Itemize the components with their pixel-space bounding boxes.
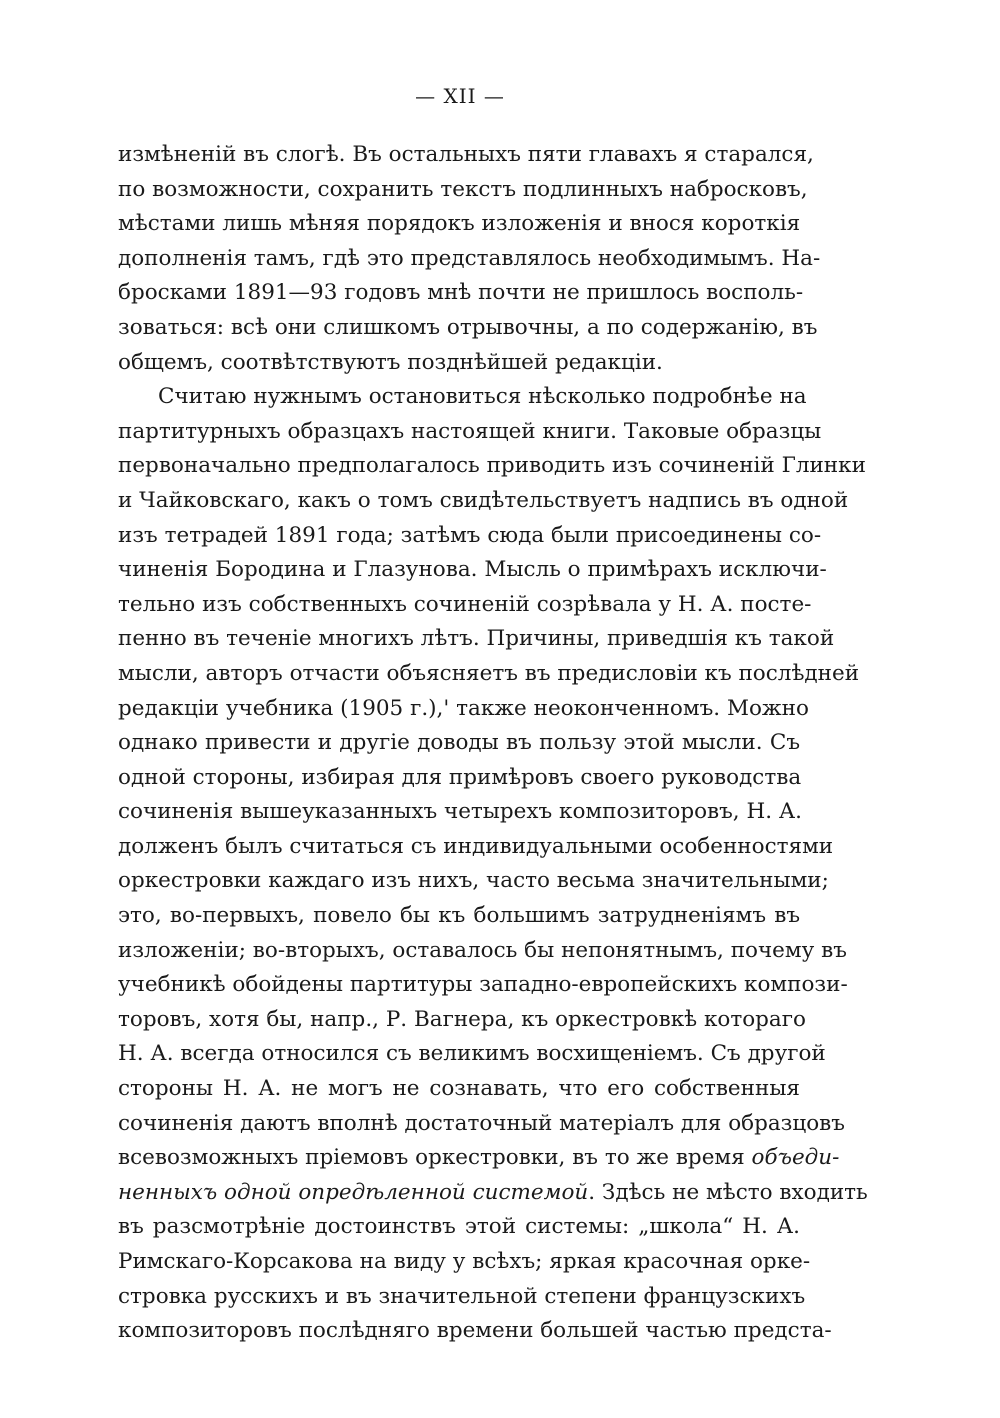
text-line: бросками 1891—93 годовъ мнѣ почти не пришлось восполь- xyxy=(118,280,804,306)
text-line: изъ тетрадей 1891 года; затѣмъ сюда были присоединены со- xyxy=(118,522,822,548)
text-segment: . Здѣсь не мѣсто входить xyxy=(588,1179,868,1205)
italic-emphasis: объеди- xyxy=(751,1145,840,1171)
paragraph xyxy=(118,138,821,380)
text-line xyxy=(118,1176,868,1211)
text-line: изложеніи; во-вторыхъ, оставалось бы непонятнымъ, почему въ xyxy=(118,937,847,963)
text-line: и Чайковскаго, какъ о томъ свидѣтельствуетъ надпись въ одной xyxy=(118,487,849,513)
text-segment: всевозможныхъ пріемовъ оркестровки, въ то же время xyxy=(118,1145,752,1171)
text-line: оркестровки каждаго изъ нихъ, часто весьма значительными; xyxy=(118,868,829,894)
text-line: мысли, авторъ отчасти объясняетъ въ предисловіи къ послѣдней xyxy=(118,660,860,686)
text-line: первоначально предполагалось приводить изъ сочиненій Глинки xyxy=(118,453,866,479)
text-line xyxy=(118,1141,840,1176)
page-number: — XII — xyxy=(415,84,505,108)
text-line: въ разсмотрѣніе достоинствъ этой системы: „школа“ Н. А. xyxy=(118,1214,800,1240)
text-line: общемъ, соотвѣтствуютъ позднѣйшей редакціи. xyxy=(118,349,663,375)
text-line: мѣстами лишь мѣняя порядокъ изложенія и внося короткія xyxy=(118,211,801,237)
text-line: Римскаго-Корсакова на виду у всѣхъ; яркая красочная орке- xyxy=(118,1249,811,1274)
text-line: торовъ, хотя бы, напр., Р. Вагнера, къ оркестровкѣ котораго xyxy=(118,1006,806,1032)
text-line: дополненія тамъ, гдѣ это представлялось необходимымъ. На- xyxy=(118,245,821,271)
text-line: зоваться: всѣ они слишкомъ отрывочны, а по содержанію, въ xyxy=(118,314,818,340)
text-line: редакціи учебника (1905 г.),' также неоконченномъ. Можно xyxy=(118,695,809,721)
text-line: по возможности, сохранить текстъ подлинныхъ набросковъ, xyxy=(118,176,808,202)
text-line: это, во-первыхъ, повело бы къ большимъ затрудненіямъ въ xyxy=(118,903,800,929)
text-line: однако привести и другіе доводы въ пользу этой мысли. Съ xyxy=(118,730,800,756)
text-line: сочиненія даютъ вполнѣ достаточный матеріалъ для образцовъ xyxy=(118,1110,845,1136)
text-line: Считаю нужнымъ остановиться нѣсколько подробнѣе на xyxy=(158,384,807,410)
italic-emphasis: ненныхъ одной опредѣленной системой xyxy=(118,1179,589,1205)
text-line: измѣненій въ слогѣ. Въ остальныхъ пяти главахъ я старался, xyxy=(118,142,814,167)
text-line: сочиненія вышеуказанныхъ четырехъ композиторовъ, Н. А. xyxy=(118,799,803,825)
text-line: пенно въ теченіе многихъ лѣтъ. Причины, приведшія къ такой xyxy=(118,626,835,652)
text-line: долженъ былъ считаться съ индивидуальными особенностями xyxy=(118,833,834,859)
text-line: учебникѣ обойдены партитуры западно-европейскихъ компози- xyxy=(118,972,848,998)
text-line: композиторовъ послѣдняго времени большей частью предста- xyxy=(118,1318,832,1344)
text-line: тельно изъ собственныхъ сочиненій созрѣвала у Н. А. посте- xyxy=(118,591,812,617)
text-line: одной стороны, избирая для примѣровъ своего руководства xyxy=(118,764,802,790)
text-line: стороны Н. А. не могъ не сознавать, что его собственныя xyxy=(118,1076,800,1102)
text-line: Н. А. всегда относился съ великимъ восхищеніемъ. Съ другой xyxy=(118,1041,826,1067)
text-line: стровка русскихъ и въ значительной степени французскихъ xyxy=(118,1283,806,1309)
text-line: партитурныхъ образцахъ настоящей книги. Таковые образцы xyxy=(118,418,822,444)
text-line: чиненія Бородина и Глазунова. Мысль о примѣрахъ исключи- xyxy=(118,557,827,583)
paragraph xyxy=(118,380,868,1349)
body-text xyxy=(118,138,868,1349)
